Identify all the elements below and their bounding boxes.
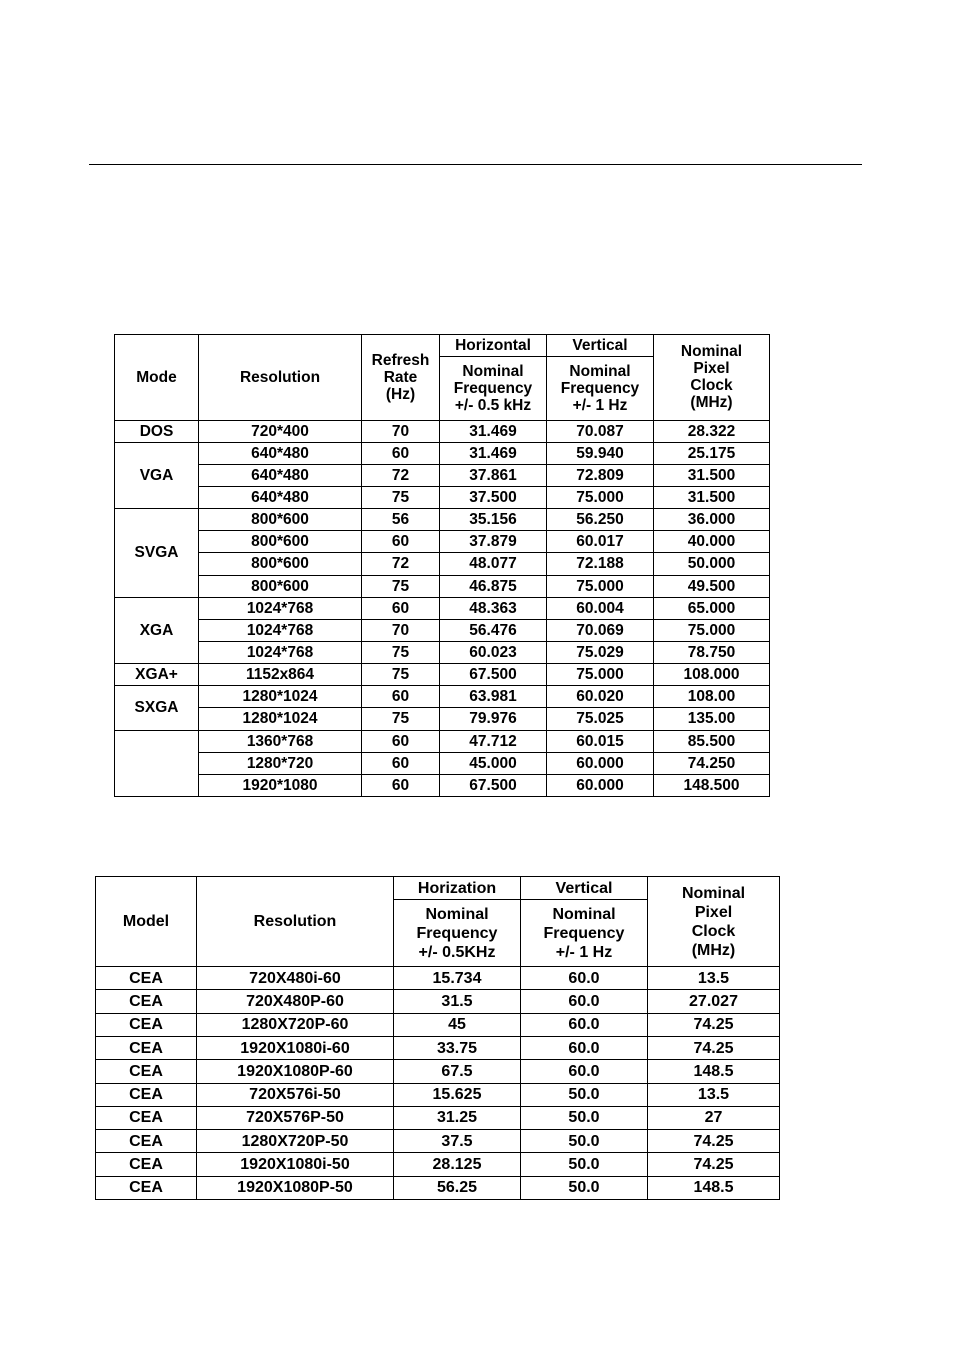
resolution-cell: 1920*1080: [199, 774, 362, 796]
table-row: [115, 420, 770, 442]
table-row: [96, 1013, 780, 1036]
clock-cell: 36.000: [654, 509, 770, 531]
mode-cell: VGA: [115, 442, 199, 508]
header-pixel-clock: [654, 335, 770, 421]
resolution-cell: 1024*768: [199, 641, 362, 663]
resolution-cell: 640*480: [199, 486, 362, 508]
model-cell: CEA: [96, 990, 197, 1013]
refresh-cell: 75: [362, 486, 440, 508]
vfreq-cell: 75.025: [547, 708, 654, 730]
clock-cell: 108.00: [654, 686, 770, 708]
refresh-cell: 60: [362, 730, 440, 752]
vfreq-cell: 60.004: [547, 597, 654, 619]
resolution-cell: 720X576P-50: [197, 1106, 394, 1129]
header-line: Clock: [691, 922, 736, 940]
vfreq-cell: 59.940: [547, 442, 654, 464]
vfreq-cell: 50.0: [521, 1083, 648, 1106]
clock-cell: 74.25: [648, 1130, 780, 1153]
hfreq-cell: 45.000: [440, 752, 547, 774]
header-line: +/- 1 Hz: [572, 396, 628, 414]
clock-cell: 74.250: [654, 752, 770, 774]
header-model: Model: [96, 877, 197, 967]
vfreq-cell: 60.000: [547, 752, 654, 774]
table-row: [96, 1153, 780, 1176]
hfreq-cell: 56.476: [440, 619, 547, 641]
resolution-cell: 1024*768: [199, 597, 362, 619]
hfreq-cell: 37.5: [394, 1130, 521, 1153]
hfreq-cell: 33.75: [394, 1036, 521, 1059]
table-row: [96, 1176, 780, 1199]
vfreq-cell: 70.069: [547, 619, 654, 641]
refresh-cell: 72: [362, 464, 440, 486]
model-cell: CEA: [96, 1106, 197, 1129]
header-line: +/- 0.5 kHz: [454, 396, 532, 414]
header-vertical: [547, 357, 654, 420]
clock-cell: 28.322: [654, 420, 770, 442]
header-line: Rate: [383, 368, 418, 386]
hfreq-cell: 63.981: [440, 686, 547, 708]
table-row: [96, 1083, 780, 1106]
table-row: [96, 990, 780, 1013]
mode-cell: XGA: [115, 597, 199, 663]
clock-cell: 25.175: [654, 442, 770, 464]
vfreq-cell: 60.0: [521, 1036, 648, 1059]
vfreq-cell: 60.020: [547, 686, 654, 708]
clock-cell: 50.000: [654, 553, 770, 575]
clock-cell: 13.5: [648, 967, 780, 990]
table-row: [115, 774, 770, 796]
mode-cell: SVGA: [115, 509, 199, 598]
hfreq-cell: 35.156: [440, 509, 547, 531]
resolution-cell: 800*600: [199, 553, 362, 575]
vfreq-cell: 60.0: [521, 967, 648, 990]
hfreq-cell: 48.363: [440, 597, 547, 619]
table-row: [96, 967, 780, 990]
clock-cell: 65.000: [654, 597, 770, 619]
mode-cell: SXGA: [115, 686, 199, 730]
vfreq-cell: 70.087: [547, 420, 654, 442]
mode-cell: XGA+: [115, 664, 199, 686]
resolution-cell: 1920X1080i-50: [197, 1153, 394, 1176]
cea-timing-table: [95, 876, 780, 1200]
hfreq-cell: 15.734: [394, 967, 521, 990]
header-line: Nominal: [680, 343, 743, 361]
vfreq-cell: 75.029: [547, 641, 654, 663]
hfreq-cell: 67.500: [440, 774, 547, 796]
mode-cell: DOS: [115, 420, 199, 442]
hfreq-cell: 60.023: [440, 641, 547, 663]
hfreq-cell: 37.879: [440, 531, 547, 553]
table-row: [115, 442, 770, 464]
resolution-cell: 720*400: [199, 420, 362, 442]
header-rule: [89, 164, 862, 165]
resolution-cell: 1280*1024: [199, 686, 362, 708]
header-horizontal-group: Horization: [394, 877, 521, 900]
clock-cell: 27.027: [648, 990, 780, 1013]
hfreq-cell: 15.625: [394, 1083, 521, 1106]
clock-cell: 148.5: [648, 1060, 780, 1083]
vfreq-cell: 56.250: [547, 509, 654, 531]
resolution-cell: 1024*768: [199, 619, 362, 641]
model-cell: CEA: [96, 1036, 197, 1059]
hfreq-cell: 79.976: [440, 708, 547, 730]
model-cell: CEA: [96, 967, 197, 990]
table-row: [96, 1036, 780, 1059]
table-row: [115, 664, 770, 686]
resolution-cell: 720X480P-60: [197, 990, 394, 1013]
clock-cell: 49.500: [654, 575, 770, 597]
hfreq-cell: 31.25: [394, 1106, 521, 1129]
vfreq-cell: 50.0: [521, 1130, 648, 1153]
refresh-cell: 70: [362, 420, 440, 442]
vfreq-cell: 60.017: [547, 531, 654, 553]
clock-cell: 108.000: [654, 664, 770, 686]
table-row: [115, 597, 770, 619]
header-line: (MHz): [691, 941, 736, 959]
table-row: [115, 509, 770, 531]
resolution-cell: 1920X1080P-50: [197, 1176, 394, 1199]
model-cell: CEA: [96, 1130, 197, 1153]
clock-cell: 75.000: [654, 619, 770, 641]
header-line: Pixel: [694, 903, 733, 921]
header-line: Pixel: [693, 360, 730, 378]
clock-cell: 74.25: [648, 1013, 780, 1036]
table-header-row: [115, 335, 770, 357]
refresh-cell: 70: [362, 619, 440, 641]
header-line: Clock: [690, 377, 733, 395]
table-header-row: [96, 877, 780, 900]
header-line: Frequency: [453, 379, 533, 397]
vfreq-cell: 60.000: [547, 774, 654, 796]
header-line: Frequency: [560, 379, 640, 397]
header-mode: Mode: [115, 335, 199, 421]
hfreq-cell: 31.5: [394, 990, 521, 1013]
vfreq-cell: 75.000: [547, 575, 654, 597]
table-row: [115, 575, 770, 597]
header-line: Nominal: [569, 362, 631, 380]
clock-cell: 31.500: [654, 486, 770, 508]
pc-timing-table: [114, 334, 770, 797]
refresh-cell: 60: [362, 442, 440, 464]
hfreq-cell: 31.469: [440, 442, 547, 464]
clock-cell: 148.500: [654, 774, 770, 796]
header-horizontal: [394, 900, 521, 967]
clock-cell: 78.750: [654, 641, 770, 663]
vfreq-cell: 50.0: [521, 1106, 648, 1129]
model-cell: CEA: [96, 1083, 197, 1106]
resolution-cell: 1280*1024: [199, 708, 362, 730]
model-cell: CEA: [96, 1153, 197, 1176]
clock-cell: 13.5: [648, 1083, 780, 1106]
vfreq-cell: 72.188: [547, 553, 654, 575]
refresh-cell: 75: [362, 664, 440, 686]
table-row: [115, 752, 770, 774]
vfreq-cell: 60.0: [521, 1013, 648, 1036]
hfreq-cell: 31.469: [440, 420, 547, 442]
refresh-cell: 60: [362, 752, 440, 774]
refresh-cell: 60: [362, 686, 440, 708]
header-vertical-group: Vertical: [521, 877, 648, 900]
header-line: (MHz): [690, 394, 733, 412]
header-line: (Hz): [385, 385, 416, 403]
resolution-cell: 720X480i-60: [197, 967, 394, 990]
table-row: [115, 553, 770, 575]
header-resolution: Resolution: [197, 877, 394, 967]
resolution-cell: 1920X1080i-60: [197, 1036, 394, 1059]
resolution-cell: 1280*720: [199, 752, 362, 774]
vfreq-cell: 60.0: [521, 990, 648, 1013]
table-row: [115, 619, 770, 641]
refresh-cell: 60: [362, 531, 440, 553]
vfreq-cell: 60.015: [547, 730, 654, 752]
resolution-cell: 1920X1080P-60: [197, 1060, 394, 1083]
refresh-cell: 75: [362, 708, 440, 730]
clock-cell: 85.500: [654, 730, 770, 752]
header-line: +/- 1 Hz: [555, 943, 613, 961]
table-row: [115, 708, 770, 730]
header-line: Nominal: [681, 884, 746, 902]
table-row: [115, 531, 770, 553]
resolution-cell: 800*600: [199, 509, 362, 531]
header-line: Refresh: [371, 351, 430, 369]
model-cell: CEA: [96, 1176, 197, 1199]
table-row: [96, 1130, 780, 1153]
resolution-cell: 1280X720P-60: [197, 1013, 394, 1036]
clock-cell: 40.000: [654, 531, 770, 553]
resolution-cell: 1280X720P-50: [197, 1130, 394, 1153]
table-row: [115, 641, 770, 663]
header-resolution: Resolution: [199, 335, 362, 421]
hfreq-cell: 67.5: [394, 1060, 521, 1083]
vfreq-cell: 50.0: [521, 1176, 648, 1199]
resolution-cell: 720X576i-50: [197, 1083, 394, 1106]
resolution-cell: 800*600: [199, 575, 362, 597]
clock-cell: 31.500: [654, 464, 770, 486]
hfreq-cell: 56.25: [394, 1176, 521, 1199]
clock-cell: 74.25: [648, 1153, 780, 1176]
refresh-cell: 72: [362, 553, 440, 575]
vfreq-cell: 72.809: [547, 464, 654, 486]
mode-cell: [115, 730, 199, 796]
resolution-cell: 800*600: [199, 531, 362, 553]
hfreq-cell: 67.500: [440, 664, 547, 686]
clock-cell: 148.5: [648, 1176, 780, 1199]
vfreq-cell: 75.000: [547, 664, 654, 686]
table-row: [115, 464, 770, 486]
hfreq-cell: 45: [394, 1013, 521, 1036]
model-cell: CEA: [96, 1013, 197, 1036]
header-line: +/- 0.5KHz: [418, 943, 496, 961]
refresh-cell: 56: [362, 509, 440, 531]
hfreq-cell: 37.861: [440, 464, 547, 486]
header-line: Nominal: [552, 905, 616, 923]
hfreq-cell: 37.500: [440, 486, 547, 508]
table-row: [115, 686, 770, 708]
table-row: [96, 1106, 780, 1129]
vfreq-cell: 60.0: [521, 1060, 648, 1083]
hfreq-cell: 28.125: [394, 1153, 521, 1176]
hfreq-cell: 48.077: [440, 553, 547, 575]
resolution-cell: 640*480: [199, 442, 362, 464]
vfreq-cell: 50.0: [521, 1153, 648, 1176]
table-row: [96, 1060, 780, 1083]
header-vertical-group: Vertical: [547, 335, 654, 357]
resolution-cell: 1360*768: [199, 730, 362, 752]
header-horizontal: [440, 357, 547, 420]
hfreq-cell: 46.875: [440, 575, 547, 597]
refresh-cell: 60: [362, 597, 440, 619]
resolution-cell: 640*480: [199, 464, 362, 486]
resolution-cell: 1152x864: [199, 664, 362, 686]
header-line: Nominal: [425, 905, 489, 923]
refresh-cell: 75: [362, 575, 440, 597]
vfreq-cell: 75.000: [547, 486, 654, 508]
header-line: Frequency: [543, 924, 625, 942]
table-row: [115, 486, 770, 508]
clock-cell: 135.00: [654, 708, 770, 730]
header-line: Frequency: [416, 924, 498, 942]
model-cell: CEA: [96, 1060, 197, 1083]
clock-cell: 27: [648, 1106, 780, 1129]
refresh-cell: 75: [362, 641, 440, 663]
header-horizontal-group: Horizontal: [440, 335, 547, 357]
clock-cell: 74.25: [648, 1036, 780, 1059]
header-vertical: [521, 900, 648, 967]
header-line: Nominal: [462, 362, 524, 380]
header-pixel-clock: [648, 877, 780, 967]
table-row: [115, 730, 770, 752]
hfreq-cell: 47.712: [440, 730, 547, 752]
refresh-cell: 60: [362, 774, 440, 796]
header-refresh: [362, 335, 440, 421]
